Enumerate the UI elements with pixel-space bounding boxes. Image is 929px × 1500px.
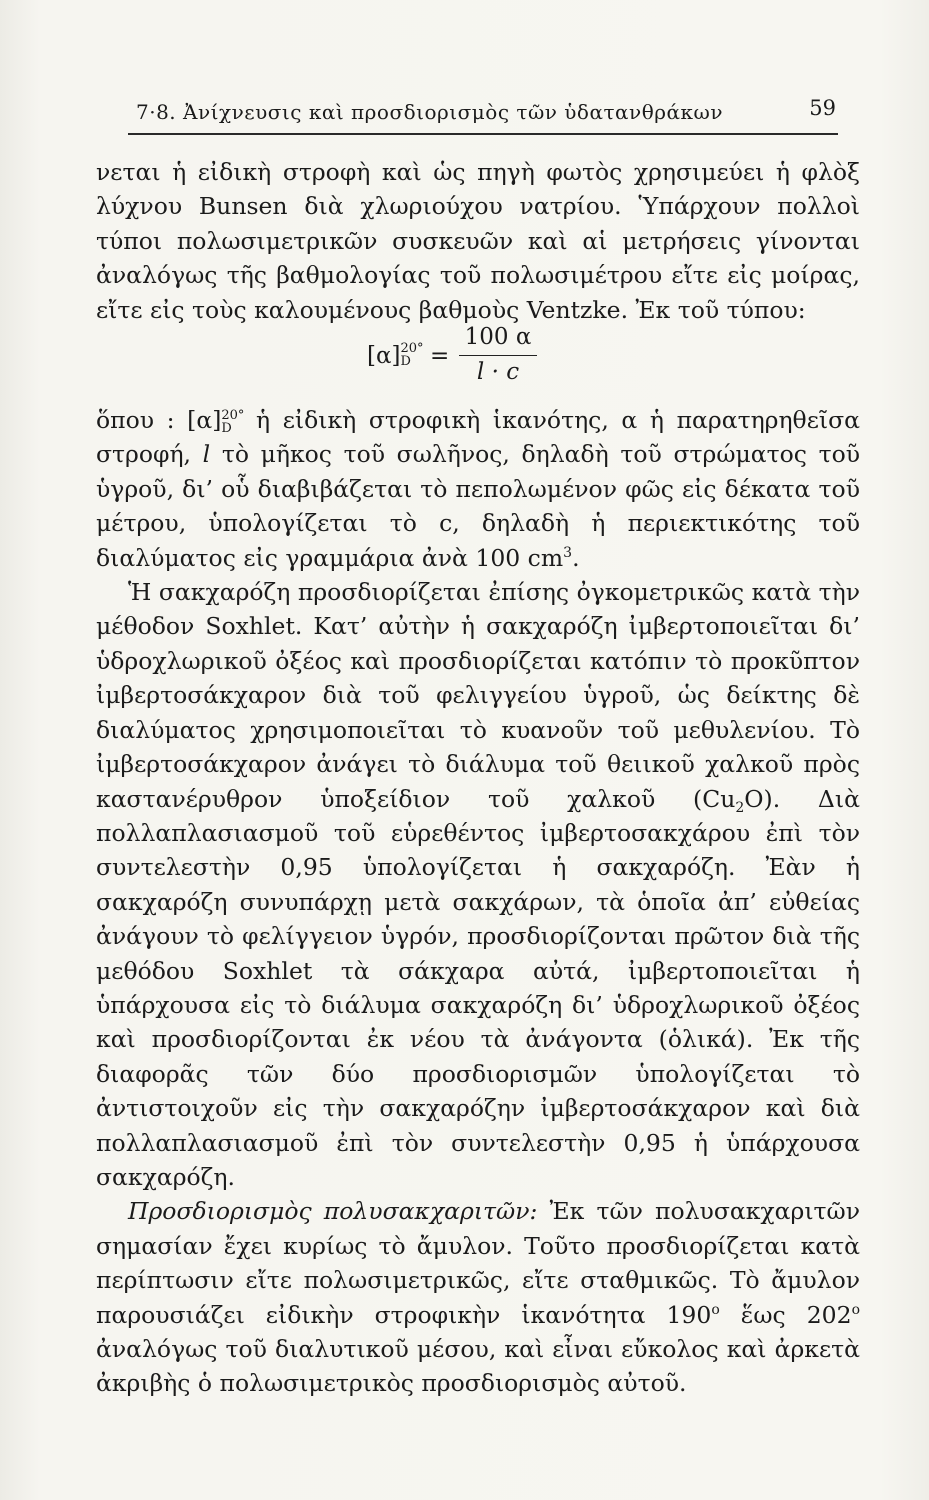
paragraph-definitions: ὅπου : [α]20° D ἡ εἰδικὴ στροφικὴ ἱκανότης, α ἡ παρατηρηθεῖσα στροφή, l τὸ μῆκος τοῦ σωλῆνος, δηλαδὴ τοῦ στρώματος τοῦ ὑγροῦ, δι’ οὗ διαβιβάζεται τὸ πεπολωμένον φῶς εἰς δέκατα τοῦ μέτρου, ὑπολογίζεται τὸ c, δηλαδὴ ἡ περιεκτικότης τοῦ διαλύματος εἰς γραμμάρια ἀνὰ 100 $cm^3$. xyxy=(96,406,861,572)
header-rule xyxy=(128,133,838,135)
specific-rotation-formula xyxy=(96,324,860,403)
formula-denominator: l · c xyxy=(476,359,520,386)
section-title: 7·8. Ἀνίχνευσις καὶ προσδιορισμὸς τῶν ὑδατανθράκων xyxy=(136,100,723,124)
page-body xyxy=(96,155,860,1401)
formula-numerator: 100 α xyxy=(459,321,537,356)
formula-fraction xyxy=(459,321,537,388)
paragraph-heading: Προσδιορισμὸς πολυσακχαριτῶν: xyxy=(128,1197,538,1226)
formula-indices: 20° D xyxy=(400,341,424,370)
rotation-indices: 20° D xyxy=(221,408,245,437)
paragraph-polarimetry: νεται ἡ εἰδικὴ στροφὴ καὶ ὡς πηγὴ φωτὸς χρησιμεύει ἡ φλὸξ λύχνου Bunsen διὰ χλωριούχου νατρίου. Ὑπάρχουν πολλοὶ τύποι πολωσιμετρικῶν συσκευῶν καὶ αἱ μετρήσεις γίνονται ἀναλόγως τῆς βαθμολογίας τοῦ πολωσιμέτρου εἴτε εἰς μοίρας, εἴτε εἰς τοὺς καλουμένους βαθμοὺς Ventzke. Ἐκ τοῦ τύπου: xyxy=(96,158,860,324)
formula-lhs: [α]20° D xyxy=(367,341,424,370)
formula-equals: = xyxy=(430,343,450,370)
paragraph-soxhlet: Ἡ σακχαρόζη προσδιορίζεται ἐπίσης ὀγκομετρικῶς κατὰ τὴν μέθοδον Soxhlet. Κατ’ αὐτὴν ἡ σακχαρόζη ἰμβερτοποιεῖται δι’ ὑδροχλωρικοῦ ὀξέος καὶ προσδιορίζεται κατόπιν τὸ προκῦπτον ἰμβερτοσάκχαρον διὰ τοῦ φελιγγείου ὑγροῦ, ὡς δείκτης δὲ διαλύματος χρησιμοποιεῖται τὸ κυανοῦν τοῦ μεθυλενίου. Τὸ ἰμβερτοσάκχαρον ἀνάγει τὸ διάλυμα τοῦ θειικοῦ χαλκοῦ πρὸς καστανέρυθρον ὑποξείδιον τοῦ χαλκοῦ $(Cu_2O)$. Διὰ πολλαπλασιασμοῦ τοῦ εὑρεθέντος ἰμβερτοσακχάρου ἐπὶ τὸν συντελεστὴν 0,95 ὑπολογίζεται ἡ σακχαρόζη. Ἐὰν ἡ σακχαρόζη συνυπάρχῃ μετὰ σακχάρων, τὰ ὁποῖα ἀπ’ εὐθείας ἀνάγουν τὸ φελίγγειον ὑγρόν, προσδιορίζονται πρῶτον διὰ τῆς μεθόδου Soxhlet τὰ σάκχαρα αὐτά, ἰμβερτοποιεῖται ἡ ὑπάρχουσα εἰς τὸ διάλυμα σακχαρόζη δι’ ὑδροχλωρικοῦ ὀξέος καὶ προσδιορίζονται ἐκ νέου τὰ ἀνάγοντα (ὁλικά). Ἐκ τῆς διαφορᾶς τῶν δύο προσδιορισμῶν ὑπολογίζεται τὸ ἀντιστοιχοῦν εἰς τὴν σακχαρόζην ἰμβερτοσάκχαρον καὶ διὰ πολλαπλασιασμοῦ ἐπὶ τὸν συντελεστὴν 0,95 ἡ ὑπάρχουσα σακχαρόζη. xyxy=(96,578,860,1191)
page-number: 59 xyxy=(809,96,836,120)
running-header xyxy=(136,96,836,128)
paragraph-polysaccharides: Προσδιορισμὸς πολυσακχαριτῶν: Ἐκ τῶν πολυσακχαριτῶν σημασίαν ἔχει κυρίως τὸ ἄμυλον. Τοῦτο προσδιορίζεται κατὰ περίπτωσιν εἴτε πολωσιμετρικῶς, εἴτε σταθμικῶς. Τὸ ἄμυλον παρουσιάζει εἰδικὴν στροφικὴν ἱκανότητα 190$^o$ ἕως 202$^o$ ἀναλόγως τοῦ διαλυτικοῦ μέσου, καὶ εἶναι εὔκολος καὶ ἀρκετὰ ἀκριβὴς ὁ πολωσιμετρικὸς προσδιορισμὸς αὐτοῦ. xyxy=(96,1197,861,1398)
